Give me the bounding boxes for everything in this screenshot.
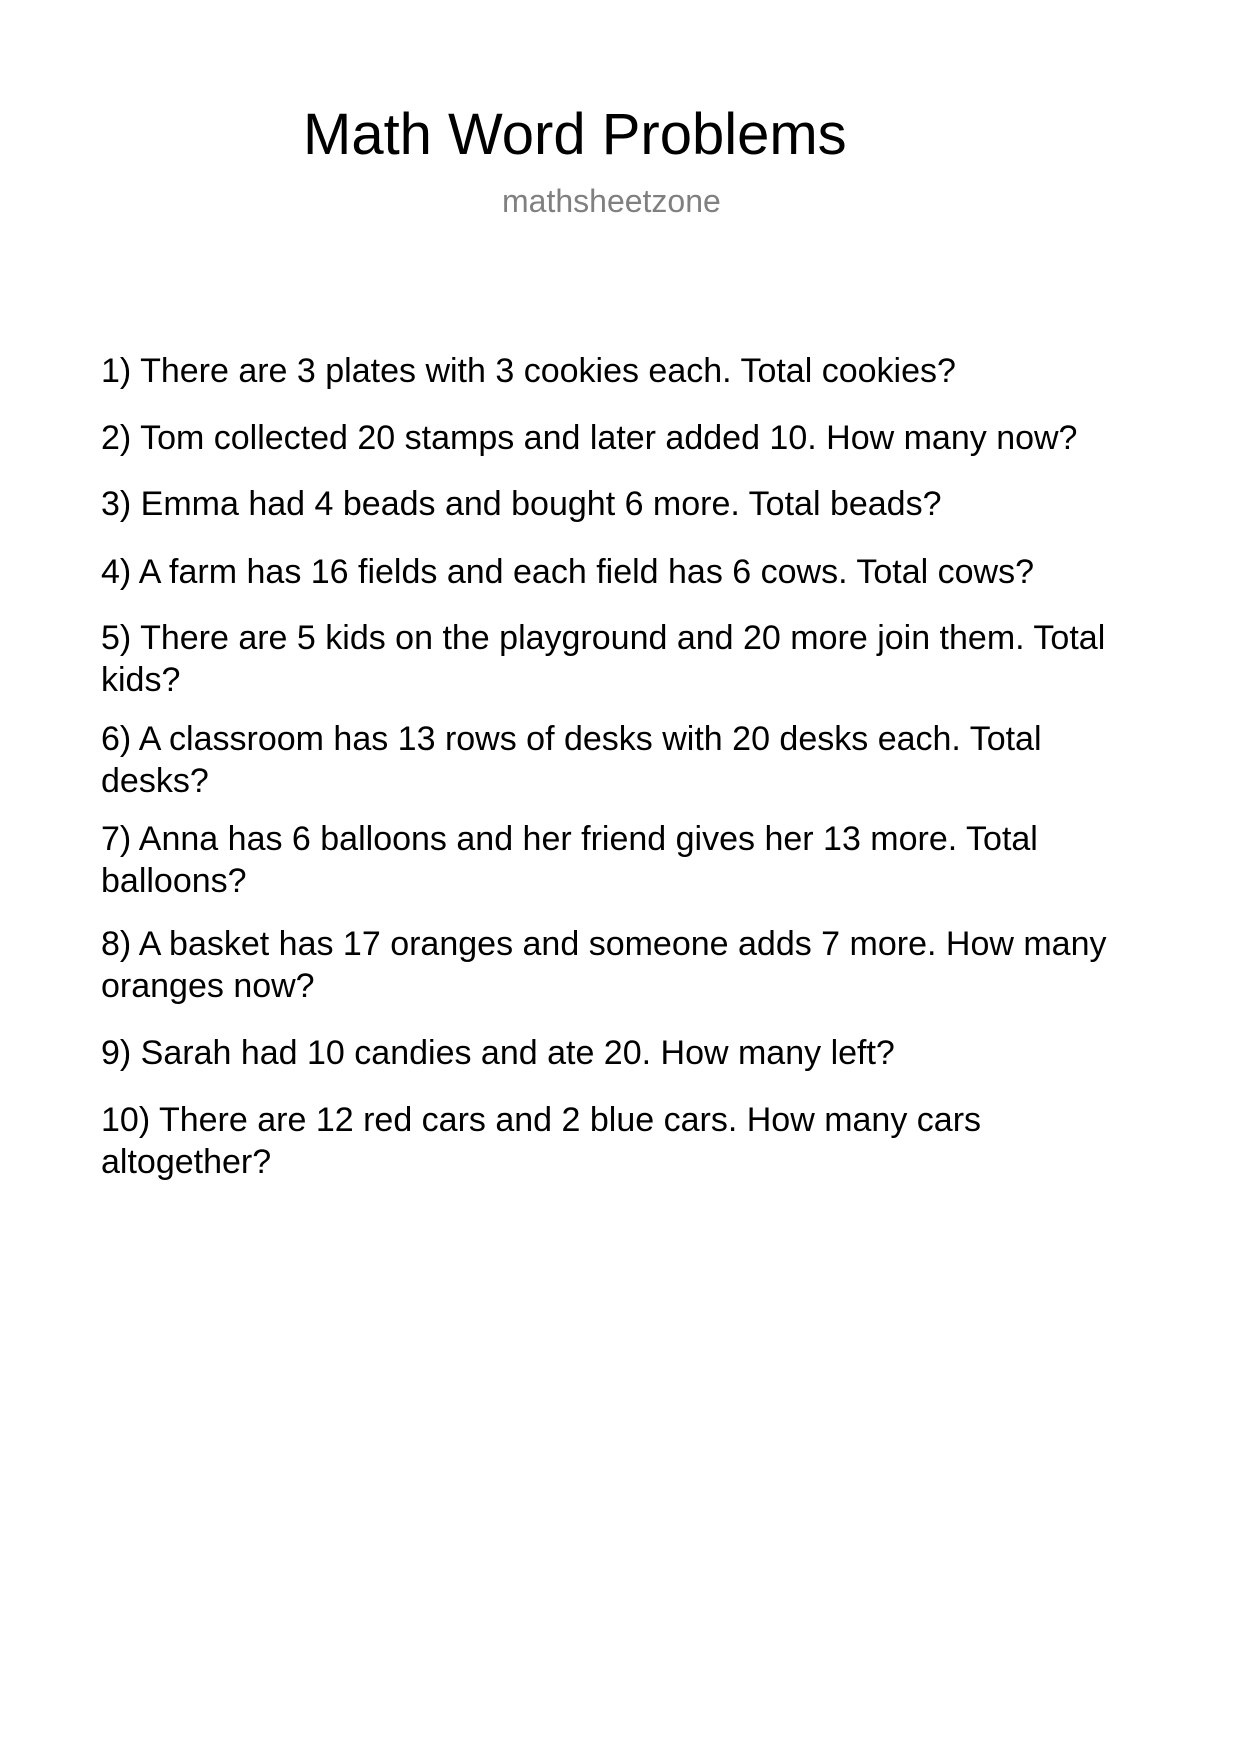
problem-item-6: 6) A classroom has 13 rows of desks with 20 desks each. Total desks? <box>101 720 1042 800</box>
problem-item-3: 3) Emma had 4 beads and bought 6 more. Total beads? <box>101 485 942 523</box>
problem-item-2: 2) Tom collected 20 stamps and later added 10. How many now? <box>101 419 1078 457</box>
problem-item-1: 1) There are 3 plates with 3 cookies each. Total cookies? <box>101 352 956 390</box>
problem-item-9: 9) Sarah had 10 candies and ate 20. How many left? <box>101 1034 895 1072</box>
page-title: Math Word Problems <box>303 102 847 167</box>
problem-item-8: 8) A basket has 17 oranges and someone adds 7 more. How many oranges now? <box>101 925 1107 1005</box>
problem-item-5: 5) There are 5 kids on the playground and 20 more join them. Total kids? <box>101 619 1106 699</box>
problem-item-10: 10) There are 12 red cars and 2 blue cars. How many cars altogether? <box>101 1101 982 1181</box>
problem-item-4: 4) A farm has 16 fields and each field has 6 cows. Total cows? <box>101 553 1035 591</box>
problem-item-7: 7) Anna has 6 balloons and her friend gives her 13 more. Total balloons? <box>101 820 1038 900</box>
page-subtitle: mathsheetzone <box>502 183 721 219</box>
